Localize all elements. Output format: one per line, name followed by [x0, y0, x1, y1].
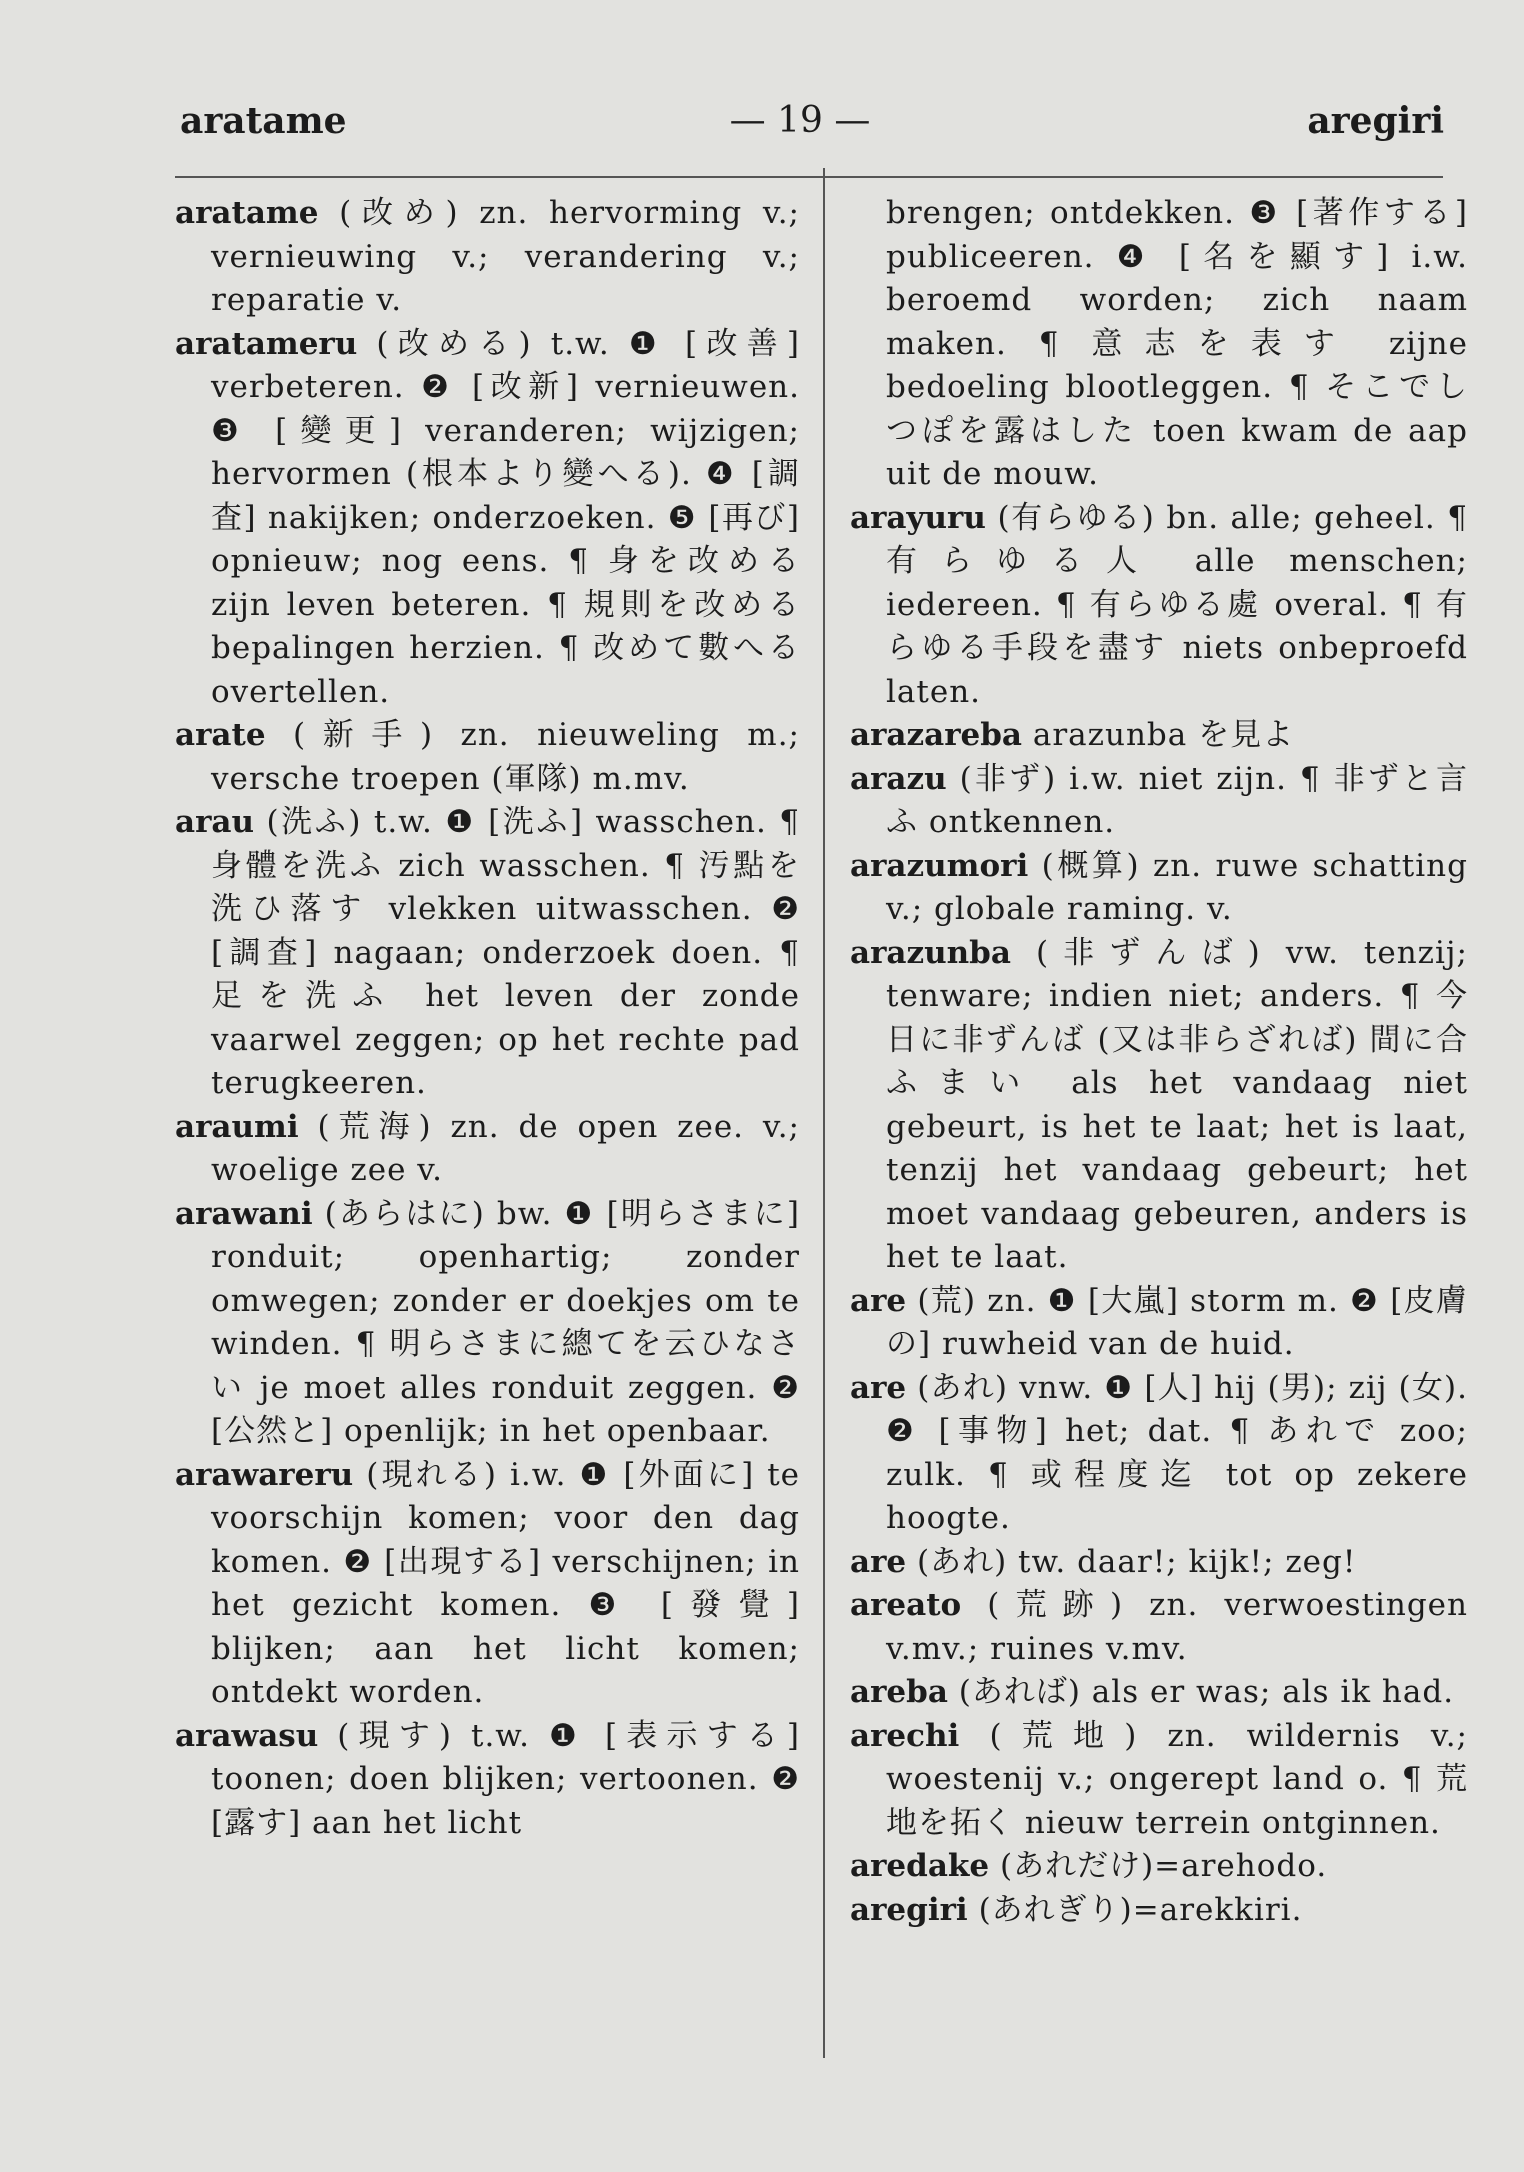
right-column: [850, 192, 1468, 1932]
entry-definition: (現れる) i.w. ❶ [外面に] te voorschijn komen; voor den dag komen. ❷ [出現する] verschijnen; in het gezicht komen. ❸ [發覺] blijken; aan het licht komen; ontdekt worden.: [211, 1456, 801, 1710]
entry-headword: arazareba: [850, 717, 1023, 753]
dictionary-entry: [850, 1584, 1468, 1671]
dictionary-entry: [850, 1541, 1468, 1585]
entry-headword: arate: [175, 717, 266, 753]
entry-headword: arechi: [850, 1717, 960, 1754]
guide-word-left: aratame: [180, 100, 347, 142]
dictionary-entry: [850, 1715, 1468, 1846]
dictionary-entry: [850, 932, 1468, 1280]
entry-headword: aratameru: [175, 325, 358, 362]
entry-headword: arau: [175, 804, 255, 840]
entry-headword: arawani: [175, 1195, 313, 1232]
entry-definition: (あれば) als er was; als ik had.: [958, 1674, 1455, 1710]
dictionary-entry: [850, 1367, 1468, 1541]
guide-word-right: aregiri: [1307, 100, 1444, 142]
dictionary-entry: [850, 1280, 1468, 1367]
entry-definition: (非ずんば) vw. tenzij; tenware; indien niet; anders. ¶ 今日に非ずんば (又は非らざれば) 間に合ふまい als het vandaag niet gebeurt, is het te laat; het is laat, tenzij het vandaag gebeurt; het moet vandaag gebeuren, anders is het te laat.: [886, 934, 1468, 1275]
dictionary-entry: [850, 1671, 1468, 1715]
entry-definition: (洗ふ) t.w. ❶ [洗ふ] wasschen. ¶ 身體を洗ふ zich wasschen. ¶ 汚點を洗ひ落す vlekken uitwasschen. ❷ [調査] nagaan; onderzoek doen. ¶ 足を洗ふ het leven der zonde vaarwel zeggen; op het rechte pad terugkeeren.: [211, 804, 800, 1101]
entry-headword: arawareru: [175, 1456, 354, 1493]
dictionary-entry: [175, 1193, 800, 1454]
entry-headword: arawasu: [175, 1717, 319, 1754]
entry-definition: (あれだけ)=arehodo.: [999, 1848, 1328, 1884]
left-column: [175, 192, 800, 1845]
entry-definition: (荒) zn. ❶ [大嵐] storm m. ❷ [皮膚の] ruwheid van de huid.: [886, 1282, 1468, 1362]
entry-continuation: brengen; ontdekken. ❸ [著作する] publiceeren. ❹ [名を顯す] i.w. beroemd worden; zich naam maken. ¶ 意志を表す zijne bedoeling blootleggen. ¶ そこでしつぽを露はした toen kwam de aap uit de mouw.: [886, 195, 1468, 492]
dictionary-entry: [850, 1845, 1468, 1889]
dictionary-entry: [175, 192, 800, 323]
right-column-entries: [850, 497, 1468, 1933]
entry-definition: (あれ) vnw. ❶ [人] hij (男); zij (女). ❷ [事物] het; dat. ¶ あれで zoo; zulk. ¶ 或程度迄 tot op zekere hoogte.: [886, 1369, 1468, 1536]
entry-definition: (概算) zn. ruwe schatting v.; globale raming. v.: [886, 847, 1468, 927]
entry-definition: (新手) zn. nieuweling m.; versche troepen (軍隊) m.mv.: [211, 717, 800, 797]
entry-definition: (現す) t.w. ❶ [表示する] toonen; doen blijken; vertoonen. ❷ [露す] aan het licht: [211, 1717, 800, 1841]
entry-headword: are: [850, 1369, 907, 1406]
entry-headword: areato: [850, 1587, 962, 1623]
entry-headword: arazu: [850, 760, 947, 797]
entry-definition: (荒跡) zn. verwoestingen v.mv.; ruines v.mv.: [886, 1587, 1468, 1667]
entry-headword: aredake: [850, 1848, 990, 1884]
dictionary-entry: [850, 714, 1468, 758]
entry-headword: aregiri: [850, 1891, 968, 1928]
page-number: — 19 —: [729, 100, 871, 141]
entry-headword: aratame: [175, 195, 319, 231]
entry-definition: (有らゆる) bn. alle; geheel. ¶ 有らゆる人 alle menschen; iedereen. ¶ 有らゆる處 overal. ¶ 有らゆる手段を盡す niets onbeproefd laten.: [886, 499, 1468, 710]
entry-definition: arazunba を見よ: [1032, 717, 1295, 753]
dictionary-entry: [175, 1454, 800, 1715]
dictionary-entry: [175, 323, 800, 715]
entry-headword: arayuru: [850, 499, 986, 536]
dictionary-entry: [175, 801, 800, 1106]
dictionary-entry: [175, 1106, 800, 1193]
entry-definition: (改め) zn. hervorming v.; vernieuwing v.; verandering v.; reparatie v.: [211, 195, 801, 318]
dictionary-entry: [850, 1889, 1468, 1933]
entry-definition: (改める) t.w. ❶ [改善] verbeteren. ❷ [改新] vernieuwen. ❸ [變更] veranderen; wijzigen; hervormen (根本より變へる). ❹ [調査] nakijken; onderzoeken. ❺ [再び] opnieuw; nog eens. ¶ 身を改める zijn leven beteren. ¶ 規則を改める bepalingen herzien. ¶ 改めて數へる overtellen.: [211, 325, 800, 710]
dictionary-entry: [175, 714, 800, 801]
entry-definition: (あらはに) bw. ❶ [明らさまに] ronduit; openhartig; zonder omwegen; zonder er doekjes om te winden. ¶ 明らさまに總てを云ひなさい je moet alles ronduit zeggen. ❷ [公然と] openlijk; in het openbaar.: [211, 1195, 800, 1449]
column-divider: [823, 168, 825, 2058]
entry-headword: araumi: [175, 1108, 299, 1145]
entry-headword: areba: [850, 1674, 948, 1710]
entry-definition: (あれぎり)=arekkiri.: [978, 1891, 1303, 1928]
entry-headword: are: [850, 1282, 907, 1319]
entry-definition: (荒地) zn. wildernis v.; woestenij v.; ongerept land o. ¶ 荒地を拓く nieuw terrein ontginnen.: [886, 1717, 1469, 1841]
dictionary-entry: [850, 758, 1468, 845]
dictionary-entry: [850, 845, 1468, 932]
entry-headword: arazunba: [850, 934, 1011, 971]
entry-headword: are: [850, 1543, 907, 1580]
entry-definition: (あれ) tw. daar!; kijk!; zeg!: [917, 1543, 1357, 1580]
entry-definition: (荒海) zn. de open zee. v.; woelige zee v.: [211, 1108, 800, 1188]
entry-definition: (非ず) i.w. niet zijn. ¶ 非ずと言ふ ontkennen.: [886, 760, 1468, 840]
dictionary-entry: [850, 497, 1468, 715]
header-rule: [175, 176, 1443, 178]
dictionary-entry: [175, 1715, 800, 1846]
entry-headword: arazumori: [850, 847, 1029, 884]
